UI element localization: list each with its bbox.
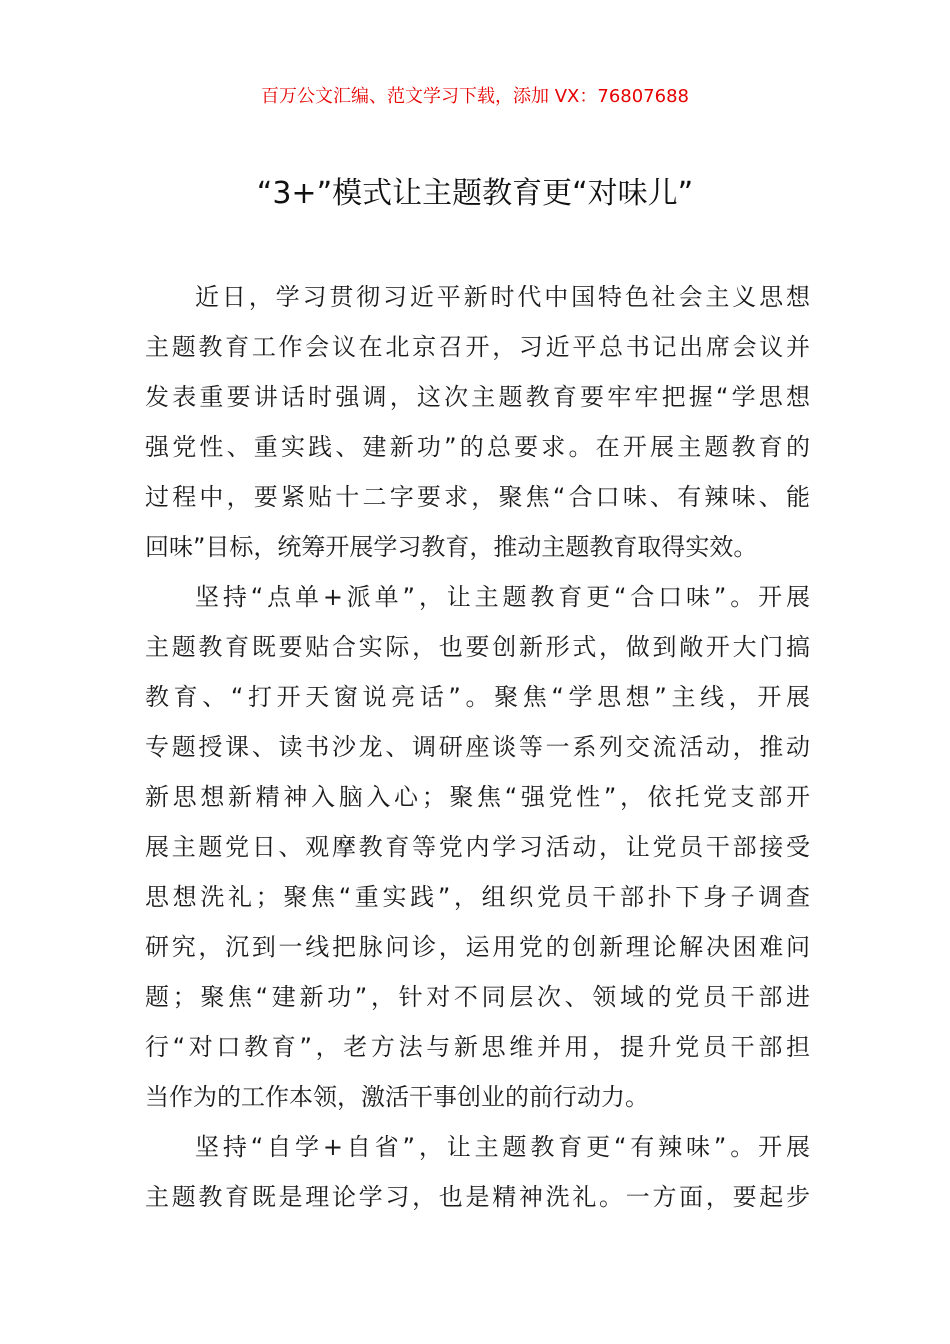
text-line: 回味”目标，统筹开展学习教育，推动主题教育取得实效。	[145, 533, 758, 561]
text-line: 思想洗礼；聚焦“重实践”，组织党员干部扑下身子调查	[145, 883, 810, 911]
text-line: 主题教育既要贴合实际，也要创新形式，做到敞开大门搞	[145, 633, 810, 661]
text-line: 专题授课、读书沙龙、调研座谈等一系列交流活动，推动	[145, 733, 810, 761]
text-line: 教育、“打开天窗说亮话”。聚焦“学思想”主线，开展	[145, 683, 810, 711]
text-line: 发表重要讲话时强调，这次主题教育要牢牢把握“学思想	[145, 383, 810, 411]
text-line: 近日，学习贯彻习近平新时代中国特色社会主义思想	[195, 283, 810, 311]
text-line: 主题教育工作会议在北京召开，习近平总书记出席会议并	[145, 333, 810, 361]
text-line: 坚持“自学+自省”，让主题教育更“有辣味”。开展	[195, 1133, 810, 1161]
text-line: 主题教育既是理论学习，也是精神洗礼。一方面，要起步	[145, 1183, 810, 1211]
paragraph-1	[145, 272, 810, 572]
paragraph-3	[145, 1122, 810, 1222]
text-line: 研究，沉到一线把脉问诊，运用党的创新理论解决困难问	[145, 933, 810, 961]
text-line: 坚持“点单+派单”，让主题教育更“合口味”。开展	[195, 583, 810, 611]
text-line: 强党性、重实践、建新功”的总要求。在开展主题教育的	[145, 433, 810, 461]
promo-banner: 百万公文汇编、范文学习下载，添加 VX：76807688	[261, 86, 689, 107]
document-title: “3+”模式让主题教育更“对味儿”	[256, 176, 694, 211]
document-body	[145, 272, 810, 1222]
text-line: 行“对口教育”，老方法与新思维并用，提升党员干部担	[145, 1033, 810, 1061]
text-line: 当作为的工作本领，激活干事创业的前行动力。	[145, 1083, 649, 1111]
paragraph-2	[145, 572, 810, 1122]
text-line: 展主题党日、观摩教育等党内学习活动，让党员干部接受	[145, 833, 810, 861]
text-line: 新思想新精神入脑入心；聚焦“强党性”，依托党支部开	[145, 783, 810, 811]
text-line: 过程中，要紧贴十二字要求，聚焦“合口味、有辣味、能	[145, 483, 810, 511]
text-line: 题；聚焦“建新功”，针对不同层次、领域的党员干部进	[145, 983, 810, 1011]
